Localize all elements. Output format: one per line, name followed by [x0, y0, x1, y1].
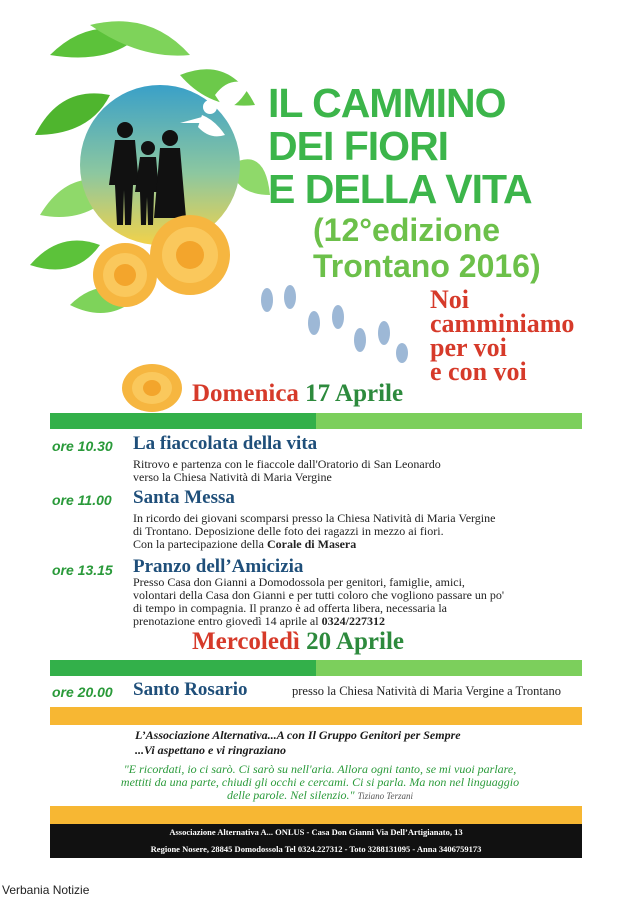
title-line-3: E DELLA VITA	[268, 166, 532, 212]
association-line: L’Associazione Alternativa...A con Il Gruppo Genitori per Sempre	[135, 728, 461, 742]
phone-number: 0324/227312	[321, 614, 385, 628]
quote-author: Tiziano Terzani	[357, 791, 414, 801]
day-heading-1	[192, 380, 403, 408]
slogan-line-4: e con voi	[430, 357, 527, 386]
footer-line: Regione Nosere, 28845 Domodossola Tel 0324.227312 - Toto 3288131095 - Anna 3406759173	[150, 844, 482, 854]
event-description-line	[133, 538, 495, 551]
event-description: presso la Chiesa Natività di Maria Vergine a Trontano	[292, 684, 561, 698]
footer-contacts	[50, 824, 582, 858]
slogan-line-1: Noi	[430, 285, 469, 314]
title-line-1: IL CAMMINO	[268, 80, 506, 126]
event-title: La fiaccolata della vita	[133, 433, 318, 454]
edition-line-1: (12°edizione	[313, 212, 501, 248]
quote-line: "E ricordati, io ci sarò. Ci sarò su nell'aria. Allora ogni tanto, se mi vuoi parlare,	[123, 762, 517, 776]
association-message	[135, 728, 461, 758]
day2-weekday: Mercoledì	[192, 628, 300, 655]
event-description-line: volontari della Casa don Gianni e per tutti coloro che vogliono passare un po'	[133, 588, 505, 602]
event-title: Santa Messa	[133, 487, 235, 508]
day1-date: 17 Aprile	[305, 380, 404, 407]
edition-text	[313, 212, 541, 284]
event-description-line: Presso Casa don Gianni a Domodossola per genitori, famiglie, amici,	[133, 575, 465, 589]
event-description-line: verso la Chiesa Natività di Maria Vergine	[133, 470, 332, 484]
day1-weekday: Domenica	[192, 380, 299, 407]
event-description-line: In ricordo dei giovani scomparsi presso la Chiesa Natività di Maria Vergine	[133, 511, 496, 525]
day-heading-2	[192, 628, 404, 656]
quote-line: mettiti da una parte, chiudi gli occhi e cercami. Ci si parla. Ma non nel linguaggio	[120, 775, 520, 789]
slogan-line-3: per voi	[430, 333, 507, 362]
event-description-line	[133, 615, 504, 628]
slogan	[430, 285, 575, 386]
header-artwork	[30, 15, 270, 345]
event-description-line: di tempo in compagnia. Il pranzo è ad offerta libera, necessaria la	[133, 601, 447, 615]
event-time: ore 10.30	[52, 438, 113, 454]
title-line-2: DEI FIORI	[268, 123, 449, 169]
green-divider-2	[50, 660, 582, 676]
event-title: Santo Rosario	[133, 679, 248, 700]
poster-title	[268, 82, 532, 211]
event-time: ore 13.15	[52, 562, 113, 578]
event-description-bold: Corale di Masera	[266, 537, 357, 551]
orange-divider-2	[50, 806, 582, 824]
orange-divider-1	[50, 707, 582, 725]
event-description-text: prenotazione entro giovedì 14 aprile al	[133, 614, 319, 628]
event-description	[133, 576, 504, 628]
green-divider-1	[50, 413, 582, 429]
footprints-icon	[252, 285, 422, 365]
event-title: Pranzo dell’Amicizia	[133, 556, 304, 577]
event-time: ore 20.00	[52, 684, 113, 700]
event-description-text: Con la partecipazione della	[133, 537, 264, 551]
event-description-line: Ritrovo e partenza con le fiaccole dall'Oratorio di San Leonardo	[133, 457, 441, 471]
event-description	[133, 512, 495, 551]
edition-line-2: Trontano 2016)	[313, 248, 541, 284]
quote	[70, 763, 570, 803]
source-credit: Verbania Notizie	[2, 883, 90, 897]
quote-text: delle parole. Nel silenzio."	[226, 788, 355, 802]
association-line: ...Vi aspettano e vi ringraziano	[135, 743, 287, 757]
rose-icon	[120, 362, 184, 414]
event-description	[133, 458, 441, 484]
event-description-line: di Trontano. Deposizione delle foto dei ragazzi in mezzo ai fiori.	[133, 524, 444, 538]
footer-line: Associazione Alternativa A... ONLUS - Casa Don Gianni Via Dell’Artigianato, 13	[169, 827, 463, 837]
quote-line	[70, 789, 570, 803]
slogan-line-2: camminiamo	[430, 309, 575, 338]
event-time: ore 11.00	[52, 492, 112, 508]
day2-date: 20 Aprile	[306, 628, 404, 655]
